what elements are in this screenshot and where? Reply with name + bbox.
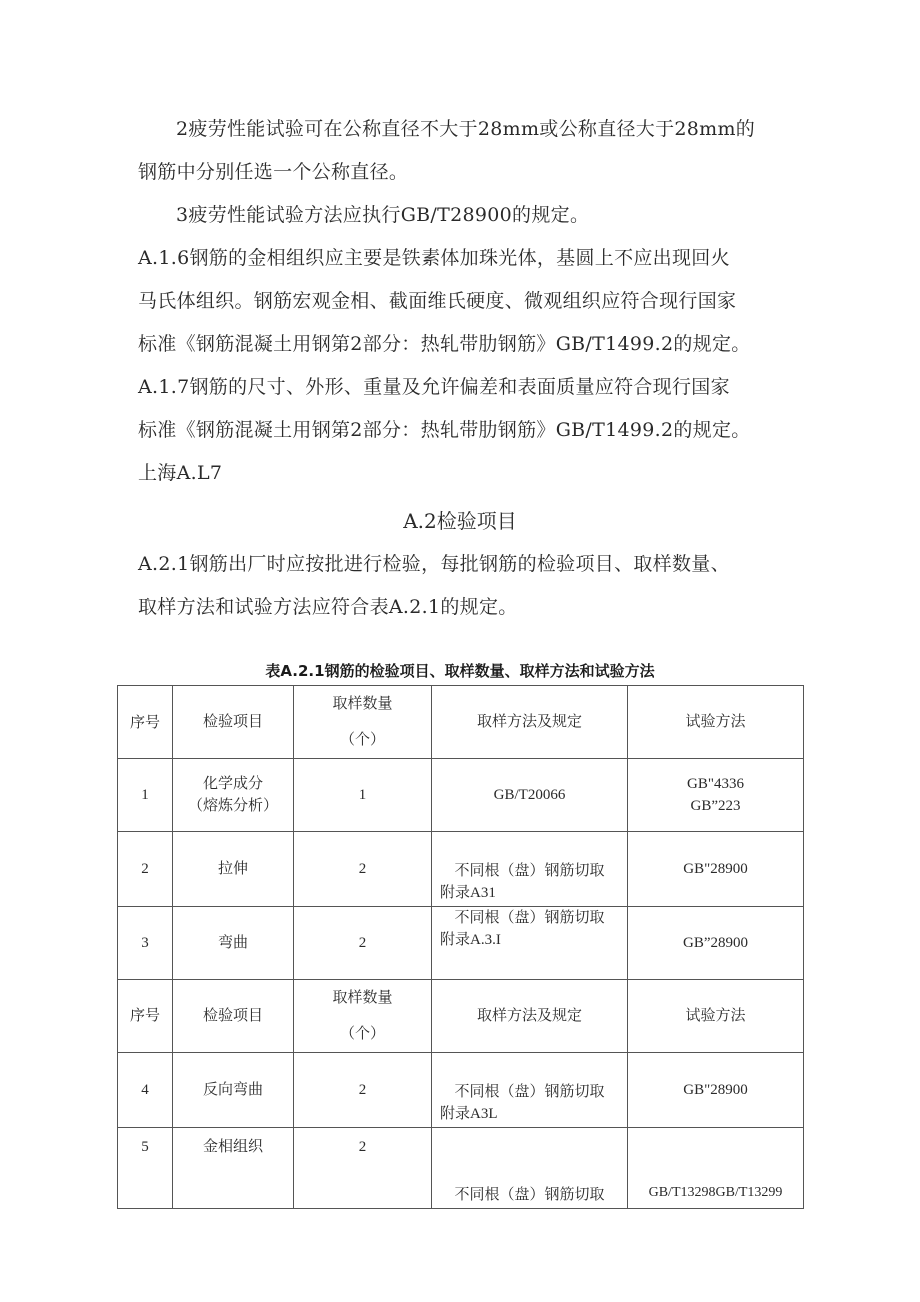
header-no: 序号 xyxy=(118,980,173,1053)
cell-item xyxy=(173,759,294,832)
cell-method: GB/T13298GB/T13299 xyxy=(628,1128,804,1209)
text-line: 钢筋中分别任选一个公称直径。 xyxy=(138,161,409,183)
table-row xyxy=(118,832,804,907)
header-item: 检验项目 xyxy=(173,980,294,1053)
cell-method: GB”28900 xyxy=(628,907,804,980)
text-line: 标准《钢筋混凝土用钢第2部分：热轧带肋钢筋》GB/T1499.2的规定。 xyxy=(138,333,751,355)
header-qty-unit: （个） xyxy=(339,732,385,748)
table-row xyxy=(118,1128,804,1209)
cell-no: 4 xyxy=(118,1053,173,1128)
table-header-row xyxy=(118,686,804,759)
inspection-table-wrapper xyxy=(117,685,803,1203)
header-method: 试验方法 xyxy=(628,980,804,1053)
section-title: A.2检验项目 xyxy=(403,509,517,533)
cell-method: GB"28900 xyxy=(628,832,804,907)
header-qty xyxy=(294,686,432,759)
cell-sampling xyxy=(432,1053,628,1128)
paragraph-fatigue-diameter xyxy=(138,108,844,194)
cell-no: 3 xyxy=(118,907,173,980)
cell-no: 1 xyxy=(118,759,173,832)
cell-qty: 1 xyxy=(294,759,432,832)
paragraph-a-1-6 xyxy=(138,237,806,366)
header-sampling: 取样方法及规定 xyxy=(432,980,628,1053)
cell-method: GB"28900 xyxy=(628,1053,804,1128)
cell-sampling: GB/T20066 xyxy=(432,759,628,832)
header-qty xyxy=(294,980,432,1053)
header-qty-unit: （个） xyxy=(339,1026,385,1042)
cell-item: 弯曲 xyxy=(173,907,294,980)
header-method: 试验方法 xyxy=(628,686,804,759)
cell-qty: 2 xyxy=(294,907,432,980)
cell-item-line: （熔炼分析） xyxy=(187,798,278,814)
cell-no: 5 xyxy=(118,1128,173,1209)
text-line: A.2.1钢筋出厂时应按批进行检验，每批钢筋的检验项目、取样数量、 xyxy=(138,553,730,575)
cell-method-line: GB"4336 xyxy=(687,776,744,792)
text-line: 3疲劳性能试验方法应执行GB/T28900的规定。 xyxy=(176,204,590,226)
cell-sampling xyxy=(432,832,628,907)
text-line: 上海A.L7 xyxy=(138,462,223,484)
text-line: 取样方法和试验方法应符合表A.2.1的规定。 xyxy=(138,596,518,618)
header-item: 检验项目 xyxy=(173,686,294,759)
cell-item-line: 化学成分 xyxy=(202,776,263,792)
paragraph-a-1-7 xyxy=(138,366,806,452)
header-qty-line: 取样数量 xyxy=(332,990,393,1006)
cell-sampling-line: 附录A31 xyxy=(440,885,496,901)
text-line: A.1.6钢筋的金相组织应主要是铁素体加珠光体，基圆上不应出现回火 xyxy=(138,247,730,269)
table-row xyxy=(118,907,804,980)
cell-sampling-line: 附录A3L xyxy=(440,1106,498,1122)
header-qty-line: 取样数量 xyxy=(332,696,393,712)
cell-sampling: 不同根（盘）钢筋切取 xyxy=(432,1128,628,1209)
table-header-row xyxy=(118,980,804,1053)
inspection-table xyxy=(117,685,804,1209)
text-line: 标准《钢筋混凝土用钢第2部分：热轧带肋钢筋》GB/T1499.2的规定。 xyxy=(138,419,751,441)
table-caption: 表A.2.1钢筋的检验项目、取样数量、取样方法和试验方法 xyxy=(265,662,655,680)
text-line: 马氏体组织。钢筋宏观金相、截面维氏硬度、微观组织应符合现行国家 xyxy=(138,290,737,312)
cell-item: 金相组织 xyxy=(173,1128,294,1209)
cell-sampling-line: 不同根（盘）钢筋切取 xyxy=(454,863,605,879)
cell-item: 拉伸 xyxy=(173,832,294,907)
paragraph-a-2-1 xyxy=(138,543,806,629)
cell-qty: 2 xyxy=(294,1053,432,1128)
cell-sampling-line: 附录A.3.I xyxy=(440,932,501,948)
text-line: 2疲劳性能试验可在公称直径不大于28mm或公称直径大于28mm的 xyxy=(176,118,756,140)
header-no: 序号 xyxy=(118,686,173,759)
cell-qty: 2 xyxy=(294,832,432,907)
text-line: A.1.7钢筋的尺寸、外形、重量及允许偏差和表面质量应符合现行国家 xyxy=(138,376,730,398)
cell-method xyxy=(628,759,804,832)
cell-sampling xyxy=(432,907,628,980)
header-sampling: 取样方法及规定 xyxy=(432,686,628,759)
cell-no: 2 xyxy=(118,832,173,907)
cell-sampling-line: 不同根（盘）钢筋切取 xyxy=(454,910,605,926)
cell-method-line: GB”223 xyxy=(690,798,741,814)
paragraph-fatigue-method xyxy=(138,194,844,237)
cell-item: 反向弯曲 xyxy=(173,1053,294,1128)
table-row xyxy=(118,759,804,832)
cell-qty: 2 xyxy=(294,1128,432,1209)
cell-sampling-line: 不同根（盘）钢筋切取 xyxy=(454,1084,605,1100)
table-row xyxy=(118,1053,804,1128)
paragraph-shanghai-note xyxy=(138,452,806,495)
